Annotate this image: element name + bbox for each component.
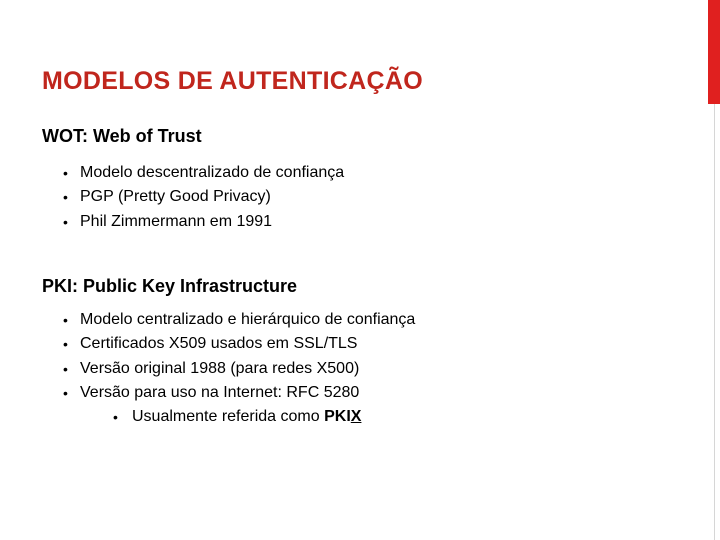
- wot-item-text: PGP (Pretty Good Privacy): [80, 188, 271, 206]
- pkix-term-suffix: X: [350, 408, 362, 426]
- pki-item-text: Versão para uso na Internet: RFC 5280: [80, 383, 360, 401]
- pki-sub-item-text: [132, 405, 361, 429]
- pki-item-text: Versão original 1988 (para redes X500): [80, 359, 360, 377]
- slide-title: MODELOS DE AUTENTICAÇÃO: [42, 67, 423, 95]
- pkix-term-main: PKI: [324, 408, 351, 426]
- accent-bar: [708, 0, 720, 104]
- bullet-icon: •: [63, 384, 68, 401]
- bullet-icon: •: [63, 165, 68, 181]
- pkix-term: [324, 408, 361, 425]
- bullet-icon: •: [63, 360, 68, 377]
- bullet-icon: •: [63, 213, 68, 230]
- pki-heading: PKI: Public Key Infrastructure: [42, 276, 298, 296]
- pki-sub-item-prefix: Usualmente referida como: [132, 408, 325, 426]
- wot-item-text: Phil Zimmermann em 1991: [80, 212, 273, 230]
- pki-item-text: Modelo centralizado e hierárquico de confiança: [80, 311, 416, 328]
- wot-heading: WOT: Web of Trust: [42, 126, 202, 146]
- wot-item-text: Modelo descentralizado de confiança: [80, 164, 345, 181]
- bullet-icon: •: [63, 189, 68, 206]
- bullet-icon: •: [63, 336, 68, 353]
- side-divider-line: [714, 104, 715, 540]
- bullet-icon: •: [113, 409, 118, 426]
- pki-item-text: Certificados X509 usados em SSL/TLS: [80, 335, 358, 353]
- bullet-icon: •: [63, 312, 68, 328]
